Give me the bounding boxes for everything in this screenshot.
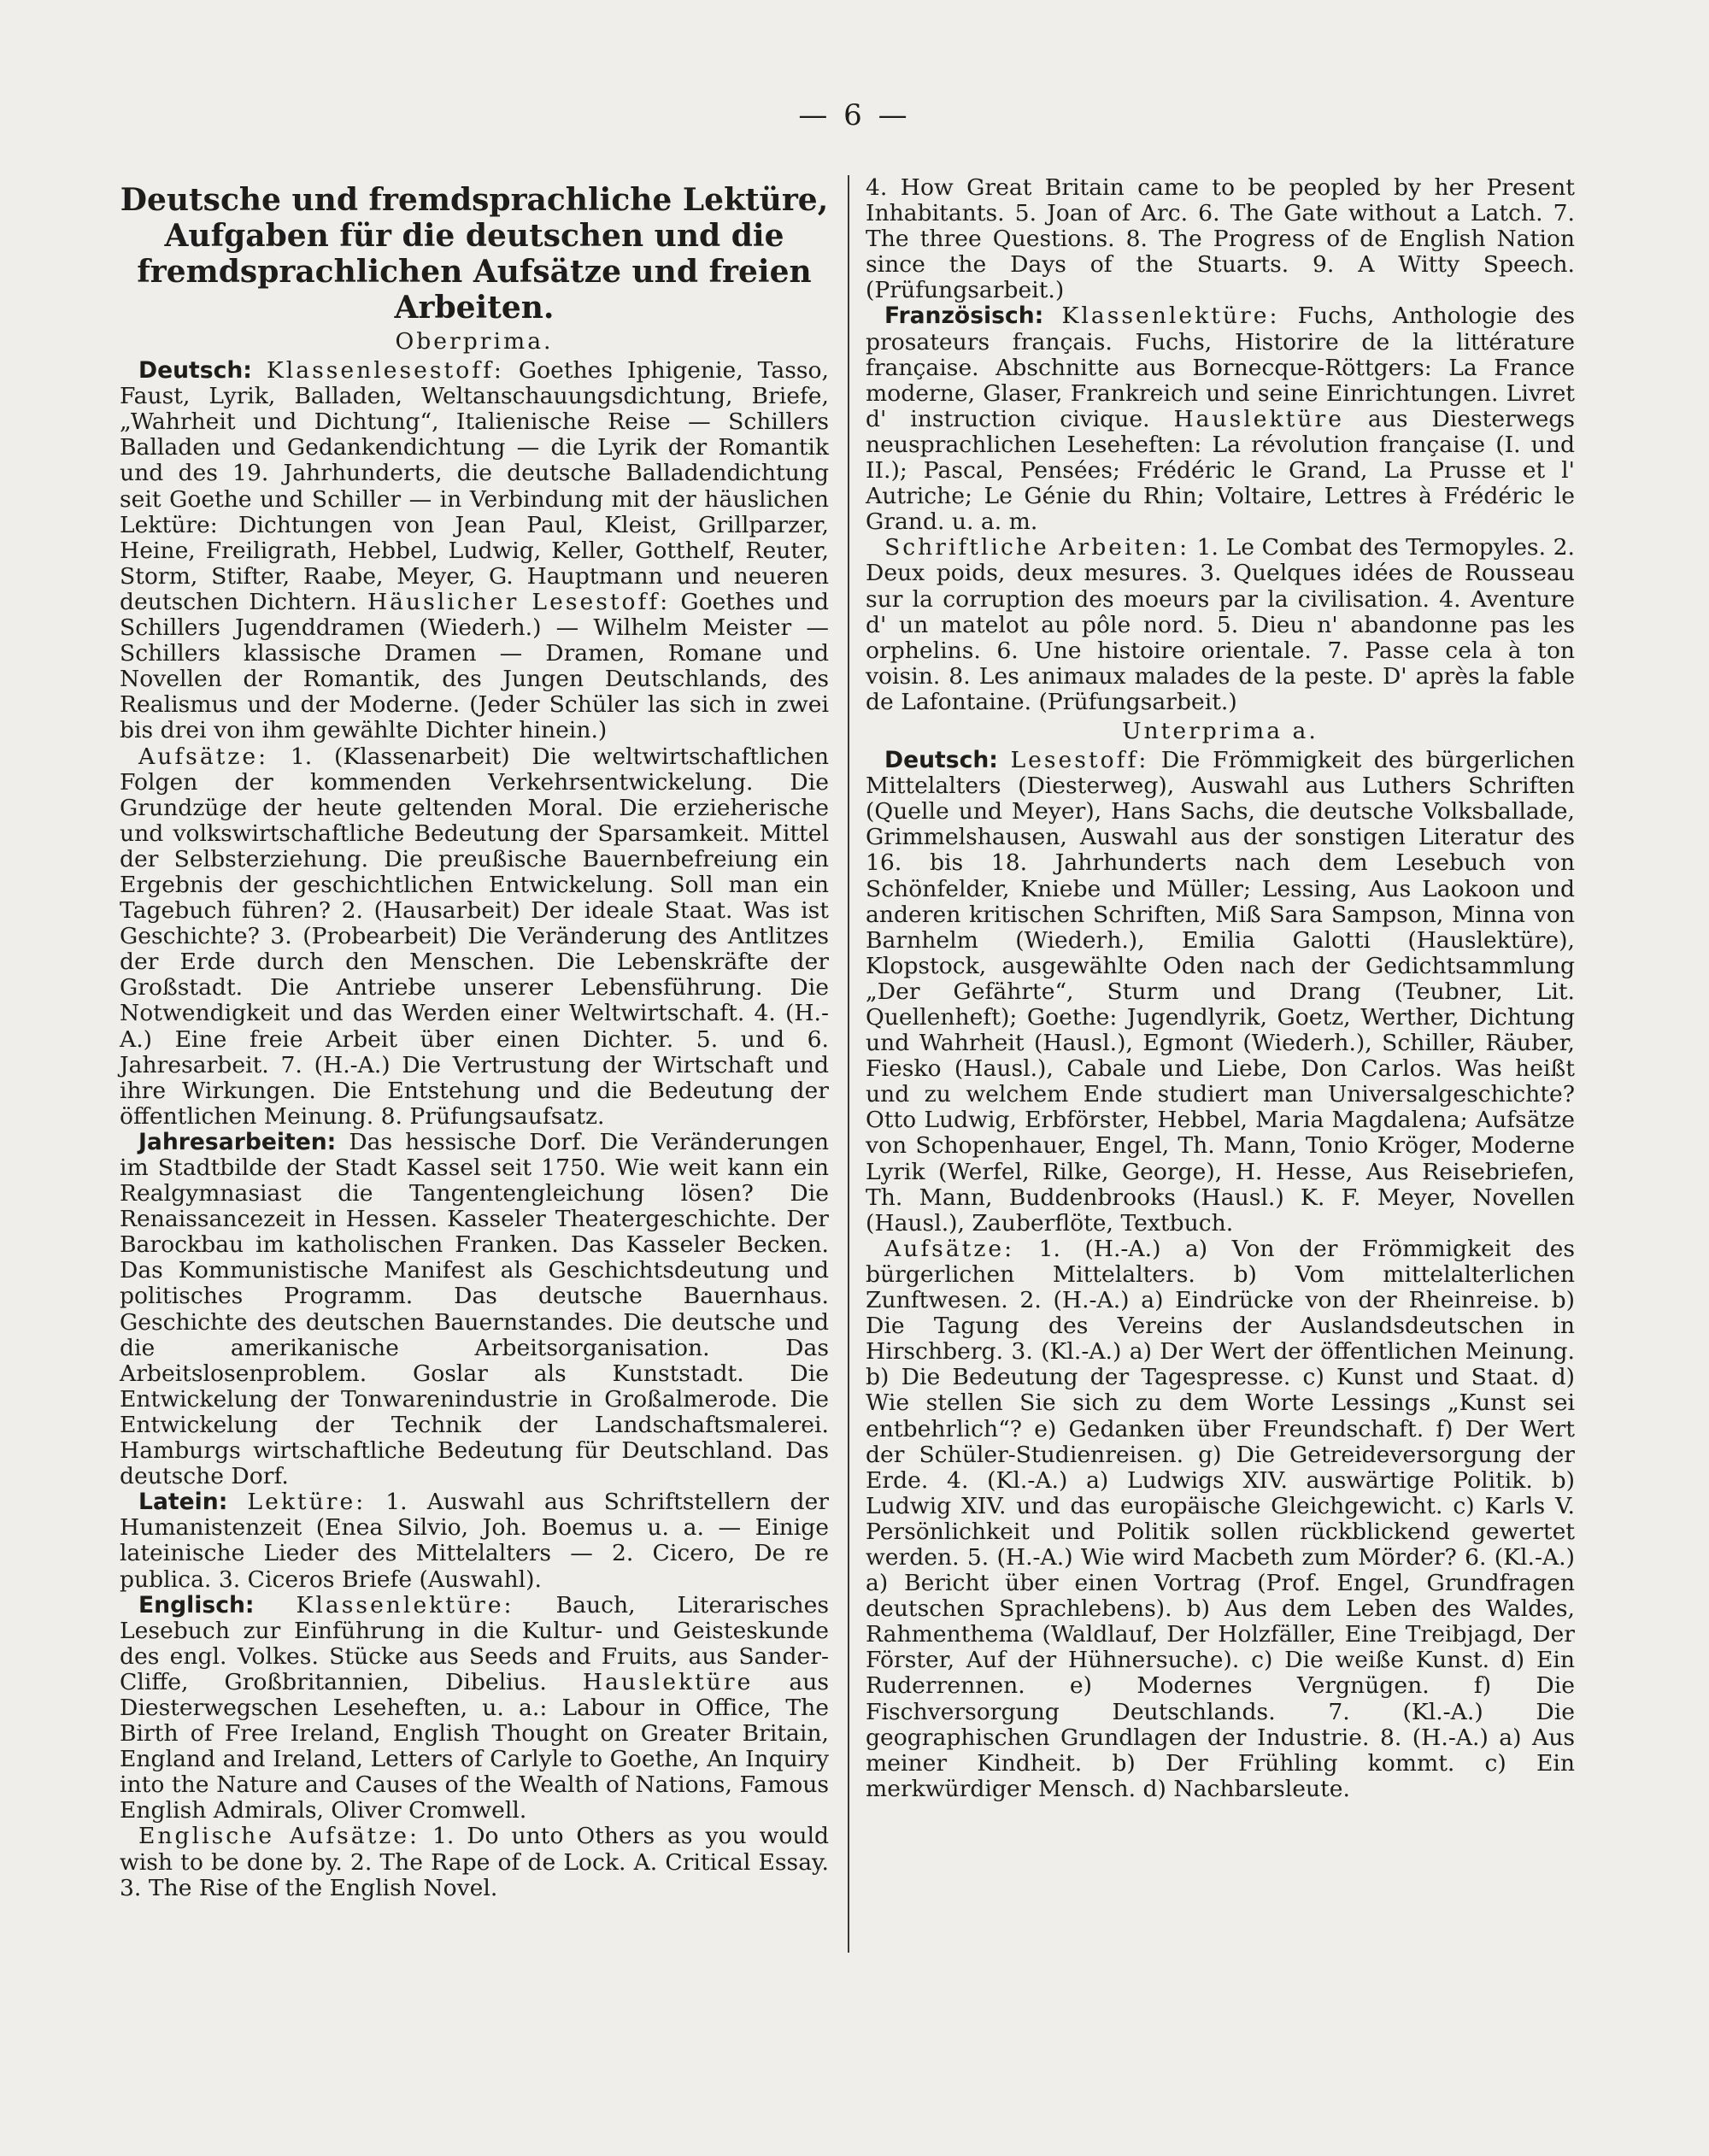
paragraph-deutsch-lesestoff: [120, 358, 829, 743]
label-latein: Latein:: [138, 1489, 228, 1516]
text-latein: 1. Auswahl aus Schriftstellern der Humanistenzeit (Enea Silvio, Joh. Boemus u. a. — Einige lateinische Lieder des Mittelalters — 2. Cicero, De re publica. 3. Ciceros Briefe (Auswahl).: [120, 1489, 829, 1593]
text-franzoesisch-klassenlektuere: Fuchs, Anthologie des prosateurs français. Fuchs, Historire de la littérature française. Abschnitte aus Bornecque-Röttgers: La France moderne, Glaser, Frankreich und seine Einrichtungen. Livret d' instruction civique.: [866, 303, 1575, 432]
page-heading: Deutsche und fremdsprachliche Lektüre, Aufgaben für die deutschen und die fremdsprachlichen Aufsätze und freien Arbeiten.: [120, 182, 829, 326]
label-unterprima-aufsaetze: Aufsätze:: [884, 1235, 1015, 1262]
label-jahresarbeiten: Jahresarbeiten:: [138, 1128, 337, 1155]
label-englische-aufsaetze: Englische Aufsätze:: [138, 1823, 420, 1850]
text-klassenlesestoff: Goethes Iphigenie, Tasso, Faust, Lyrik, Balladen, Weltanschauungsdichtung, Briefe, „Wahrheit und Dichtung“, Italienische Reise — Schillers Balladen und Gedankendichtung — die Lyrik der Romantik und des 19. Jahrhunderts, die deutsche Balladendichtung seit Goethe und Schiller — in Verbindung mit der häuslichen Lektüre: Dichtungen von Jean Paul, Kleist, Grillparzer, Heine, Freiligrath, Hebbel, Ludwig, Keller, Gotthelf, Reuter, Storm, Stifter, Raabe, Meyer, G. Hauptmann und neueren deutschen Dichtern.: [120, 357, 829, 615]
label-schriftliche-arbeiten: Schriftliche Arbeiten:: [884, 534, 1190, 561]
label-unterprima-lesestoff: Lesestoff:: [1010, 747, 1149, 774]
text-aufsaetze: 1. (Klassenarbeit) Die weltwirtschaftlichen Folgen der kommenden Verkehrsentwickelung. Die Grundzüge der heute geltenden Moral. Die erzieherische und volkswirtschaftliche Bedeutung der Sparsamkeit. Mittel der Selbsterziehung. Die preußische Bauernbefreiung ein Ergebnis der geschichtlichen Entwickelung. Soll man ein Tagebuch führen? 2. (Hausarbeit) Der ideale Staat. Was ist Geschichte? 3. (Probearbeit) Die Veränderung des Antlitzes der Erde durch den Menschen. Die Lebenskräfte der Großstadt. Die Antriebe unserer Lebensführung. Die Notwendigkeit und das Werden einer Weltwirtschaft. 4. (H.-A.) Eine freie Arbeit über einen Dichter. 5. und 6. Jahresarbeit. 7. (H.-A.) Die Vertrustung der Wirtschaft und ihre Wirkungen. Die Entstehung und die Bedeutung der öffentlichen Meinung. 8. Prüfungsaufsatz.: [120, 743, 829, 1130]
text-englisch-hauslektuere: aus Diesterwegschen Leseheften, u. a.: Labour in Office, The Birth of Free Ireland, English Thought on Greater Britain, England and Ireland, Letters of Carlyle to Goethe, An Inquiry into the Nature and Causes of the Wealth of Nations, Famous English Admirals, Oliver Cromwell.: [120, 1668, 829, 1824]
paragraph-jahresarbeiten: [120, 1130, 829, 1489]
paragraph-schriftliche-arbeiten: [866, 535, 1575, 715]
text-englisch-klassenlektuere: Bauch, Literarisches Lesebuch zur Einführung in die Kultur- und Geisteskunde des engl. Volkes. Stücke aus Seeds and Fruits, aus Sander-Cliffe, Großbritannien, Dibelius.: [120, 1591, 829, 1695]
label-deutsch: Deutsch:: [138, 357, 252, 385]
paragraph-unterprima-aufsaetze: [866, 1237, 1575, 1802]
label-englisch-klassenlektuere: Klassenlektüre:: [296, 1591, 514, 1618]
text-franzoesisch-hauslektuere: aus Diesterwegs neusprachlichen Leseheften: La révolution française (I. und II.); Pascal, Pensées; Frédéric le Grand, La Prusse et l' Autriche; Le Génie du Rhin; Voltaire, Lettres à Frédéric le Grand. u. a. m.: [866, 405, 1575, 536]
paragraph-aufsaetze: [120, 744, 829, 1130]
section-title-oberprima: Oberprima.: [395, 328, 554, 355]
paragraph-englische-aufsaetze-cont: [866, 175, 1575, 303]
label-franzoesisch: Französisch:: [884, 303, 1044, 330]
label-aufsaetze: Aufsätze:: [138, 743, 269, 770]
text-jahresarbeiten: Das hessische Dorf. Die Veränderungen im Stadtbilde der Stadt Kassel seit 1750. Wie weit kann ein Realgymnasiast die Tangentengleichung lösen? Die Renaissancezeit in Hessen. Kasseler Theatergeschichte. Der Barockbau im katholischen Franken. Das Kasseler Becken. Das Kommunistische Manifest als Geschichtsdeutung und politisches Programm. Das deutsche Bauernhaus. Geschichte des deutschen Bauernstandes. Die deutsche und die amerikanische Arbeitsorganisation. Das Arbeitslosenproblem. Goslar als Kunststadt. Die Entwickelung der Tonwarenindustrie in Großalmerode. Die Entwickelung der Technik der Landschaftsmalerei. Hamburgs wirtschaftliche Bedeutung für Deutschland. Das deutsche Dorf.: [120, 1128, 829, 1490]
text-unterprima-lesestoff: Die Frömmigkeit des bürgerlichen Mittelalters (Diesterweg), Auswahl aus Luthers Schriften (Quelle und Meyer), Hans Sachs, die deutsche Volksballade, Grimmelshausen, Auswahl aus der sonstigen Literatur des 16. bis 18. Jahrhunderts nach dem Lesebuch von Schönfelder, Kniebe und Müller; Lessing, Aus Laokoon und anderen kritischen Schriften, Miß Sara Sampson, Minna von Barnhelm (Wiederh.), Emilia Galotti (Hauslektüre), Klopstock, ausgewählte Oden nach der Gedichtsammlung „Der Gefährte“, Sturm und Drang (Teubner, Lit. Quellenheft); Goethe: Jugendlyrik, Goetz, Werther, Dichtung und Wahrheit (Hausl.), Egmont (Wiederh.), Schiller, Räuber, Fiesko (Hausl.), Cabale und Liebe, Don Carlos. Was heißt und zu welchem Ende studiert man Universalgeschichte? Otto Ludwig, Erbförster, Hebbel, Maria Magdalena; Aufsätze von Schopenhauer, Engel, Th. Mann, Tonio Kröger, Moderne Lyrik (Werfel, Rilke, George), H. Hesse, Aus Reisebriefen, Th. Mann, Buddenbrooks (Hausl.) K. F. Meyer, Novellen (Hausl.), Zauberflöte, Textbuch.: [866, 747, 1575, 1237]
label-franzoesisch-hauslektuere: Hauslektüre: [1173, 405, 1344, 432]
section-title-unterprima: Unterprima a.: [1122, 717, 1318, 744]
text-haeuslicher-lesestoff: Goethes und Schillers Jugenddramen (Wiederh.) — Wilhelm Meister — Schillers klassische Dramen — Dramen, Romane und Novellen der Romantik, des Jungen Deutschlands, des Realismus und der Moderne. (Jeder Schüler las sich in zwei bis drei von ihm gewählte Dichter hinein.): [120, 588, 829, 744]
label-franzoesisch-klassenlektuere: Klassenlektüre:: [1061, 303, 1280, 330]
paragraph-unterprima-deutsch: [866, 748, 1575, 1237]
label-englisch: Englisch:: [138, 1591, 255, 1618]
paragraph-englische-aufsaetze: [120, 1824, 829, 1900]
label-latein-lektuere: Lektüre:: [247, 1489, 367, 1516]
left-column: [120, 175, 829, 1901]
text-unterprima-aufsaetze: 1. (H.-A.) a) Von der Frömmigkeit des bürgerlichen Mittelalters. b) Vom mittelalterlichen Zunftwesen. 2. (H.-A.) a) Eindrücke von der Rheinreise. b) Die Tagung des Vereins der Auslandsdeutschen in Hirschberg. 3. (Kl.-A.) a) Der Wert der öffentlichen Meinung. b) Die Bedeutung der Tagespresse. c) Kunst und Staat. d) Wie stellen Sie sich zu dem Worte Lessings „Kunst sei entbehrlich“? e) Gedanken über Freundschaft. f) Der Wert der Schüler-Studienreisen. g) Die Getreideversorgung der Erde. 4. (Kl.-A.) a) Ludwigs XIV. auswärtige Politik. b) Ludwig XIV. und das europäische Gleichgewicht. c) Karls V. Persönlichkeit und Politik sollen rückblickend gewertet werden. 5. (H.-A.) Wie wird Macbeth zum Mörder? 6. (Kl.-A.) a) Bericht über einen Vortrag (Prof. Engel, Grundfragen deutschen Sprachlebens). b) Aus dem Leben des Waldes, Rahmenthema (Waldlauf, Der Holzfäller, Eine Treibjagd, Der Förster, Auf der Hühnersuche). c) Die weiße Kunst. d) Ein Ruderrennen. e) Modernes Vergnügen. f) Die Fischversorgung Deutschlands. 7. (Kl.-A.) Die geographischen Grundlagen der Industrie. 8. (H.-A.) a) Aus meiner Kindheit. b) Der Frühling kommt. c) Ein merkwürdiger Mensch. d) Nachbarsleute.: [866, 1235, 1575, 1802]
label-haeuslicher-lesestoff: Häuslicher Lesestoff:: [367, 588, 671, 615]
label-klassenlesestoff: Klassenlesestoff:: [266, 357, 504, 385]
text-englische-aufsaetze: 1. Do unto Others as you would wish to be done by. 2. The Rape of de Lock. A. Critical Essay. 3. The Rise of the English Novel.: [120, 1823, 829, 1901]
label-unterprima-deutsch: Deutsch:: [884, 747, 998, 774]
text-englische-aufsaetze-cont: 4. How Great Britain came to be peopled by her Present Inhabitants. 5. Joan of Arc. 6. The Gate without a Latch. 7. The three Questions. 8. The Progress of de English Nation since the Days of the Stuarts. 9. A Witty Speech. (Prüfungsarbeit.): [866, 174, 1575, 304]
right-column: [866, 175, 1575, 1802]
label-englisch-hauslektuere: Hauslektüre: [582, 1668, 754, 1695]
paragraph-latein: [120, 1489, 829, 1592]
paragraph-franzoesisch: [866, 303, 1575, 535]
text-schriftliche-arbeiten: 1. Le Combat des Termopyles. 2. Deux poids, deux mesures. 3. Quelques idées de Rousseau sur la corruption des moeurs par la civilisation. 4. Aventure d' un matelot au pôle nord. 5. Dieu n' abandonne pas les orphelins. 6. Une histoire orientale. 7. Passe cela à ton voisin. 8. Les animaux malades de la peste. D' après la fable de Lafontaine. (Prüfungsarbeit.): [866, 534, 1575, 715]
page-number: — 6 —: [798, 98, 911, 132]
column-divider: [848, 175, 849, 1953]
paragraph-englisch: [120, 1593, 829, 1824]
